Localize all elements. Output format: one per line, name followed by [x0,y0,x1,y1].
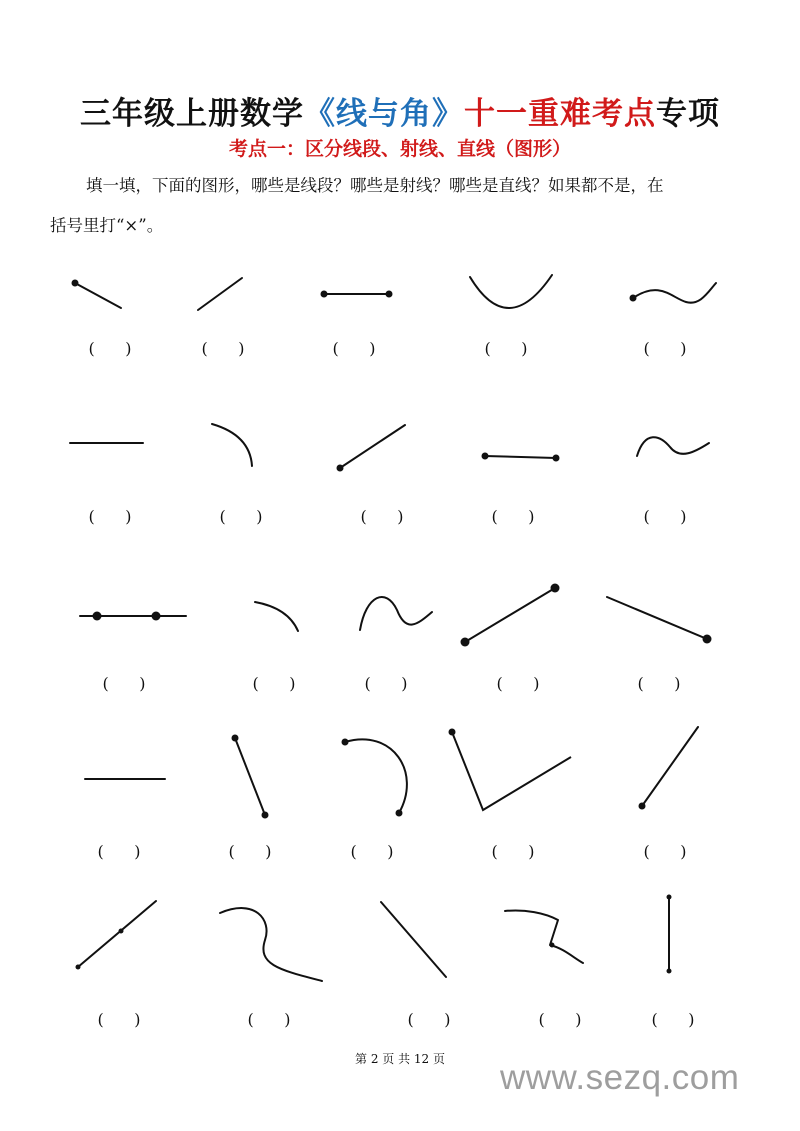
figure-r2-4 [482,453,560,462]
figure-r5-1 [76,901,157,970]
answer-blank-r4-3[interactable]: ( ) [350,842,394,861]
answer-blank-r1-1[interactable]: ( ) [88,339,132,358]
watermark: www.sezq.com [500,1058,740,1097]
figure-r1-2 [198,278,242,310]
answer-blank-r3-5[interactable]: ( ) [637,674,681,693]
instruction-line-1: 填一填，下面的图形，哪些是线段？哪些是射线？哪些是直线？如果都不是，在 [86,176,664,195]
answer-blank-r1-5[interactable]: ( ) [643,339,687,358]
title-part-grade: 三年级上册数学 [80,96,304,132]
answer-blank-r5-3[interactable]: ( ) [407,1010,451,1029]
answer-blank-r5-5[interactable]: ( ) [651,1010,695,1029]
answer-blank-r3-1[interactable]: ( ) [102,674,146,693]
answer-blank-r2-3[interactable]: ( ) [360,507,404,526]
figure-r5-3 [381,902,446,977]
answer-blank-r2-1[interactable]: ( ) [88,507,132,526]
title-part-unit: 《线与角》 [304,96,464,132]
answer-blank-r4-2[interactable]: ( ) [228,842,272,861]
figure-r1-4 [470,275,552,308]
figure-r4-3 [342,739,407,817]
figure-r3-1 [80,612,186,621]
section-subtitle: 考点一：区分线段、射线、直线（图形） [228,138,571,160]
figure-r4-2 [232,735,269,819]
answer-blank-r3-3[interactable]: ( ) [364,674,408,693]
answer-blank-r4-1[interactable]: ( ) [97,842,141,861]
instruction-line-2: 括号里打“×”。 [50,216,164,235]
figure-r3-4 [461,584,560,647]
answer-blank-r4-4[interactable]: ( ) [491,842,535,861]
answer-blank-r1-4[interactable]: ( ) [484,339,528,358]
title-part-topic: 十一重难考点 [464,96,656,132]
page-footer: 第 2 页 共 12 页 [355,1052,445,1066]
answer-blank-r5-1[interactable]: ( ) [97,1010,141,1029]
answer-blank-r3-2[interactable]: ( ) [252,674,296,693]
answer-blank-r2-2[interactable]: ( ) [219,507,263,526]
answer-blank-r2-4[interactable]: ( ) [491,507,535,526]
answer-blank-r4-5[interactable]: ( ) [643,842,687,861]
answer-blank-r5-2[interactable]: ( ) [247,1010,291,1029]
figure-r4-5 [639,727,699,810]
answer-blank-r1-2[interactable]: ( ) [201,339,245,358]
figure-r1-5 [630,283,717,303]
figure-r5-4 [505,910,583,963]
figure-r3-5 [607,597,712,644]
figure-r1-1 [72,280,122,309]
title-part-suffix: 专项 [656,96,720,132]
answer-blank-r3-4[interactable]: ( ) [496,674,540,693]
figure-r2-5 [637,437,709,456]
answer-blank-r1-3[interactable]: ( ) [332,339,376,358]
figure-r2-2 [212,424,252,466]
figure-r1-3 [321,291,393,298]
answer-blank-r5-4[interactable]: ( ) [538,1010,582,1029]
answer-blank-r2-5[interactable]: ( ) [643,507,687,526]
figure-r5-2 [220,908,322,981]
figure-r3-3 [360,597,432,630]
figure-r5-5 [667,895,672,974]
figure-r3-2 [255,602,298,631]
figure-r2-3 [337,425,406,472]
figure-r4-4 [449,729,572,811]
